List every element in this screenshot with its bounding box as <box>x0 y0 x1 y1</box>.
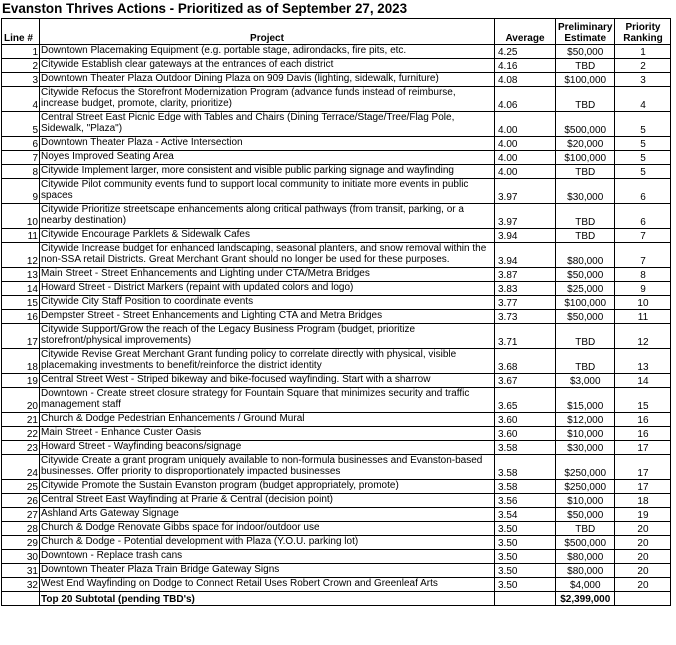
line-number: 23 <box>2 441 40 455</box>
line-number: 19 <box>2 374 40 388</box>
line-number: 12 <box>2 243 40 268</box>
line-number: 18 <box>2 349 40 374</box>
preliminary-estimate: $100,000 <box>556 296 615 310</box>
priority-ranking: 20 <box>615 522 671 536</box>
project-name: Central Street East Picnic Edge with Tables and Chairs (Dining Terrace/Stage/Tree/Flag Pole, Sidewalk, "Plaza") <box>40 112 495 137</box>
table-row <box>2 374 671 388</box>
line-number: 13 <box>2 268 40 282</box>
priority-ranking: 6 <box>615 204 671 229</box>
average-score: 4.25 <box>495 45 556 59</box>
average-score: 3.54 <box>495 508 556 522</box>
header-estimate: Preliminary Estimate <box>556 19 615 45</box>
table-row <box>2 550 671 564</box>
priority-ranking: 20 <box>615 550 671 564</box>
project-name: Citywide Support/Grow the reach of the Legacy Business Program (budget, prioritize storefront/physical improvements) <box>40 324 495 349</box>
preliminary-estimate: TBD <box>556 349 615 374</box>
table-row <box>2 137 671 151</box>
priority-ranking: 17 <box>615 455 671 480</box>
project-name: Downtown Theater Plaza Train Bridge Gateway Signs <box>40 564 495 578</box>
project-name: Church & Dodge Renovate Gibbs space for indoor/outdoor use <box>40 522 495 536</box>
priority-ranking: 6 <box>615 179 671 204</box>
line-number: 9 <box>2 179 40 204</box>
line-number: 4 <box>2 87 40 112</box>
line-number: 15 <box>2 296 40 310</box>
table-row <box>2 73 671 87</box>
table-row <box>2 427 671 441</box>
table-row <box>2 112 671 137</box>
table-row <box>2 296 671 310</box>
project-name: West End Wayfinding on Dodge to Connect Retail Uses Robert Crown and Greenleaf Arts <box>40 578 495 592</box>
project-name: Church & Dodge - Potential development with Plaza (Y.O.U. parking lot) <box>40 536 495 550</box>
line-number: 6 <box>2 137 40 151</box>
page-title: Evanston Thrives Actions - Prioritized as of September 27, 2023 <box>2 1 408 16</box>
line-number: 28 <box>2 522 40 536</box>
table-row <box>2 564 671 578</box>
table-row <box>2 87 671 112</box>
preliminary-estimate: $30,000 <box>556 179 615 204</box>
line-number: 21 <box>2 413 40 427</box>
average-score: 3.68 <box>495 349 556 374</box>
average-score: 3.60 <box>495 427 556 441</box>
average-score: 3.87 <box>495 268 556 282</box>
preliminary-estimate: TBD <box>556 324 615 349</box>
preliminary-estimate: $500,000 <box>556 112 615 137</box>
project-name: Citywide Promote the Sustain Evanston program (budget appropriately, promote) <box>40 480 495 494</box>
line-number: 5 <box>2 112 40 137</box>
preliminary-estimate: $100,000 <box>556 151 615 165</box>
preliminary-estimate: $3,000 <box>556 374 615 388</box>
priority-ranking: 17 <box>615 480 671 494</box>
priority-ranking: 5 <box>615 112 671 137</box>
project-name: Main Street - Street Enhancements and Lighting under CTA/Metra Bridges <box>40 268 495 282</box>
table-row <box>2 349 671 374</box>
line-number: 2 <box>2 59 40 73</box>
table-row <box>2 179 671 204</box>
table-row <box>2 536 671 550</box>
table-row <box>2 508 671 522</box>
line-number: 22 <box>2 427 40 441</box>
preliminary-estimate: TBD <box>556 204 615 229</box>
project-name: Dempster Street - Street Enhancements and Lighting CTA and Metra Bridges <box>40 310 495 324</box>
average-score: 3.50 <box>495 536 556 550</box>
preliminary-estimate: $30,000 <box>556 441 615 455</box>
table-row <box>2 59 671 73</box>
project-name: Howard Street - Wayfinding beacons/signage <box>40 441 495 455</box>
priority-ranking: 7 <box>615 229 671 243</box>
priority-ranking: 17 <box>615 441 671 455</box>
project-name: Citywide Pilot community events fund to support local community to initiate more events in public spaces <box>40 179 495 204</box>
average-score: 3.97 <box>495 179 556 204</box>
average-score: 3.50 <box>495 522 556 536</box>
average-score: 3.97 <box>495 204 556 229</box>
preliminary-estimate: $100,000 <box>556 73 615 87</box>
priority-ranking: 18 <box>615 494 671 508</box>
preliminary-estimate: TBD <box>556 59 615 73</box>
line-number: 14 <box>2 282 40 296</box>
project-name: Citywide Prioritize streetscape enhancements along critical pathways (from transit, parking, or a nearby destination) <box>40 204 495 229</box>
preliminary-estimate: $80,000 <box>556 550 615 564</box>
average-score: 4.00 <box>495 137 556 151</box>
average-score: 3.50 <box>495 564 556 578</box>
priority-ranking: 8 <box>615 268 671 282</box>
priority-ranking: 19 <box>615 508 671 522</box>
priority-ranking: 7 <box>615 243 671 268</box>
line-number: 24 <box>2 455 40 480</box>
table-row <box>2 243 671 268</box>
average-score: 3.94 <box>495 243 556 268</box>
table-row <box>2 229 671 243</box>
priority-ranking: 15 <box>615 388 671 413</box>
priority-ranking: 3 <box>615 73 671 87</box>
table-row <box>2 310 671 324</box>
project-name: Howard Street - District Markers (repaint with updated colors and logo) <box>40 282 495 296</box>
priority-ranking: 13 <box>615 349 671 374</box>
average-score: 4.00 <box>495 112 556 137</box>
project-name: Downtown - Create street closure strategy for Fountain Square that minimizes security and traffic management staff <box>40 388 495 413</box>
priority-ranking: 1 <box>615 45 671 59</box>
table-row <box>2 578 671 592</box>
table-row <box>2 204 671 229</box>
line-number: 10 <box>2 204 40 229</box>
table-row <box>2 441 671 455</box>
preliminary-estimate: $10,000 <box>556 427 615 441</box>
project-name: Citywide Encourage Parklets & Sidewalk Cafes <box>40 229 495 243</box>
project-name: Downtown - Replace trash cans <box>40 550 495 564</box>
project-name: Citywide Implement larger, more consistent and visible public parking signage and wayfinding <box>40 165 495 179</box>
average-score: 3.58 <box>495 455 556 480</box>
project-name: Downtown Theater Plaza Outdoor Dining Plaza on 909 Davis (lighting, sidewalk, furniture) <box>40 73 495 87</box>
priority-ranking: 16 <box>615 427 671 441</box>
table-row <box>2 324 671 349</box>
priority-ranking: 11 <box>615 310 671 324</box>
priority-ranking: 16 <box>615 413 671 427</box>
average-score: 3.77 <box>495 296 556 310</box>
average-score: 3.58 <box>495 441 556 455</box>
line-number: 29 <box>2 536 40 550</box>
line-number: 11 <box>2 229 40 243</box>
average-score: 3.67 <box>495 374 556 388</box>
table-row <box>2 455 671 480</box>
table-row <box>2 45 671 59</box>
line-number: 1 <box>2 45 40 59</box>
header-ranking: Priority Ranking <box>615 19 671 45</box>
average-score: 3.83 <box>495 282 556 296</box>
project-name: Central Street West - Striped bikeway and bike-focused wayfinding. Start with a sharrow <box>40 374 495 388</box>
average-score: 3.50 <box>495 550 556 564</box>
project-name: Downtown Placemaking Equipment (e.g. portable stage, adirondacks, fire pits, etc. <box>40 45 495 59</box>
priority-ranking: 20 <box>615 564 671 578</box>
header-average: Average <box>495 19 556 45</box>
priority-ranking: 14 <box>615 374 671 388</box>
priority-ranking: 20 <box>615 578 671 592</box>
average-score: 4.08 <box>495 73 556 87</box>
preliminary-estimate: $80,000 <box>556 243 615 268</box>
average-score: 4.00 <box>495 165 556 179</box>
average-score: 3.65 <box>495 388 556 413</box>
table-row <box>2 268 671 282</box>
preliminary-estimate: $50,000 <box>556 45 615 59</box>
project-name: Church & Dodge Pedestrian Enhancements / Ground Mural <box>40 413 495 427</box>
actions-table <box>1 18 671 606</box>
preliminary-estimate: $20,000 <box>556 137 615 151</box>
line-number: 27 <box>2 508 40 522</box>
average-score: 3.71 <box>495 324 556 349</box>
table-row <box>2 522 671 536</box>
line-number: 26 <box>2 494 40 508</box>
average-score: 3.50 <box>495 578 556 592</box>
line-number: 3 <box>2 73 40 87</box>
table-row <box>2 413 671 427</box>
project-name: Central Street East Wayfinding at Prarie & Central (decision point) <box>40 494 495 508</box>
project-name: Noyes Improved Seating Area <box>40 151 495 165</box>
project-name: Ashland Arts Gateway Signage <box>40 508 495 522</box>
header-line: Line # <box>2 19 40 45</box>
project-name: Downtown Theater Plaza - Active Intersection <box>40 137 495 151</box>
header-project: Project <box>40 19 495 45</box>
average-score: 3.73 <box>495 310 556 324</box>
priority-ranking: 20 <box>615 536 671 550</box>
line-number: 16 <box>2 310 40 324</box>
priority-ranking: 5 <box>615 165 671 179</box>
project-name: Citywide Refocus the Storefront Modernization Program (advance funds instead of reimburse, increase budget, promote, clarity, prioritize) <box>40 87 495 112</box>
header-row <box>2 19 671 45</box>
project-name: Main Street - Enhance Custer Oasis <box>40 427 495 441</box>
subtotal-label: Top 20 Subtotal (pending TBD's) <box>40 592 495 606</box>
preliminary-estimate: TBD <box>556 229 615 243</box>
average-score: 4.00 <box>495 151 556 165</box>
average-score: 3.58 <box>495 480 556 494</box>
line-number: 31 <box>2 564 40 578</box>
line-number: 20 <box>2 388 40 413</box>
priority-ranking: 10 <box>615 296 671 310</box>
preliminary-estimate: $4,000 <box>556 578 615 592</box>
preliminary-estimate: $500,000 <box>556 536 615 550</box>
preliminary-estimate: $250,000 <box>556 455 615 480</box>
table-row <box>2 151 671 165</box>
project-name: Citywide Establish clear gateways at the entrances of each district <box>40 59 495 73</box>
line-number: 7 <box>2 151 40 165</box>
preliminary-estimate: $80,000 <box>556 564 615 578</box>
preliminary-estimate: TBD <box>556 87 615 112</box>
project-name: Citywide Revise Great Merchant Grant funding policy to correlate directly with physical, visible placemaking investments to benefit/reinforce the district identity <box>40 349 495 374</box>
table-row <box>2 282 671 296</box>
table-row <box>2 165 671 179</box>
priority-ranking: 12 <box>615 324 671 349</box>
preliminary-estimate: $10,000 <box>556 494 615 508</box>
preliminary-estimate: $250,000 <box>556 480 615 494</box>
average-score: 4.16 <box>495 59 556 73</box>
table-row <box>2 388 671 413</box>
subtotal-estimate: $2,399,000 <box>556 592 615 606</box>
line-number: 8 <box>2 165 40 179</box>
preliminary-estimate: TBD <box>556 165 615 179</box>
preliminary-estimate: $50,000 <box>556 310 615 324</box>
line-number: 17 <box>2 324 40 349</box>
preliminary-estimate: $25,000 <box>556 282 615 296</box>
average-score: 3.60 <box>495 413 556 427</box>
average-score: 3.94 <box>495 229 556 243</box>
priority-ranking: 9 <box>615 282 671 296</box>
project-name: Citywide Create a grant program uniquely available to non-formula businesses and Evanston-based businesses. Offer priority to disproportionately impacted businesses <box>40 455 495 480</box>
line-number: 32 <box>2 578 40 592</box>
preliminary-estimate: $12,000 <box>556 413 615 427</box>
preliminary-estimate: $50,000 <box>556 268 615 282</box>
average-score: 3.56 <box>495 494 556 508</box>
line-number: 30 <box>2 550 40 564</box>
priority-ranking: 2 <box>615 59 671 73</box>
line-number: 25 <box>2 480 40 494</box>
preliminary-estimate: $50,000 <box>556 508 615 522</box>
average-score: 4.06 <box>495 87 556 112</box>
preliminary-estimate: TBD <box>556 522 615 536</box>
table-row <box>2 480 671 494</box>
table-row <box>2 494 671 508</box>
priority-ranking: 4 <box>615 87 671 112</box>
subtotal-row <box>2 592 671 606</box>
priority-ranking: 5 <box>615 137 671 151</box>
preliminary-estimate: $15,000 <box>556 388 615 413</box>
project-name: Citywide Increase budget for enhanced landscaping, seasonal planters, and snow removal within the non-SSA retail Districts. Great Merchant Grant should no longer be used for these purposes. <box>40 243 495 268</box>
priority-ranking: 5 <box>615 151 671 165</box>
project-name: Citywide City Staff Position to coordinate events <box>40 296 495 310</box>
